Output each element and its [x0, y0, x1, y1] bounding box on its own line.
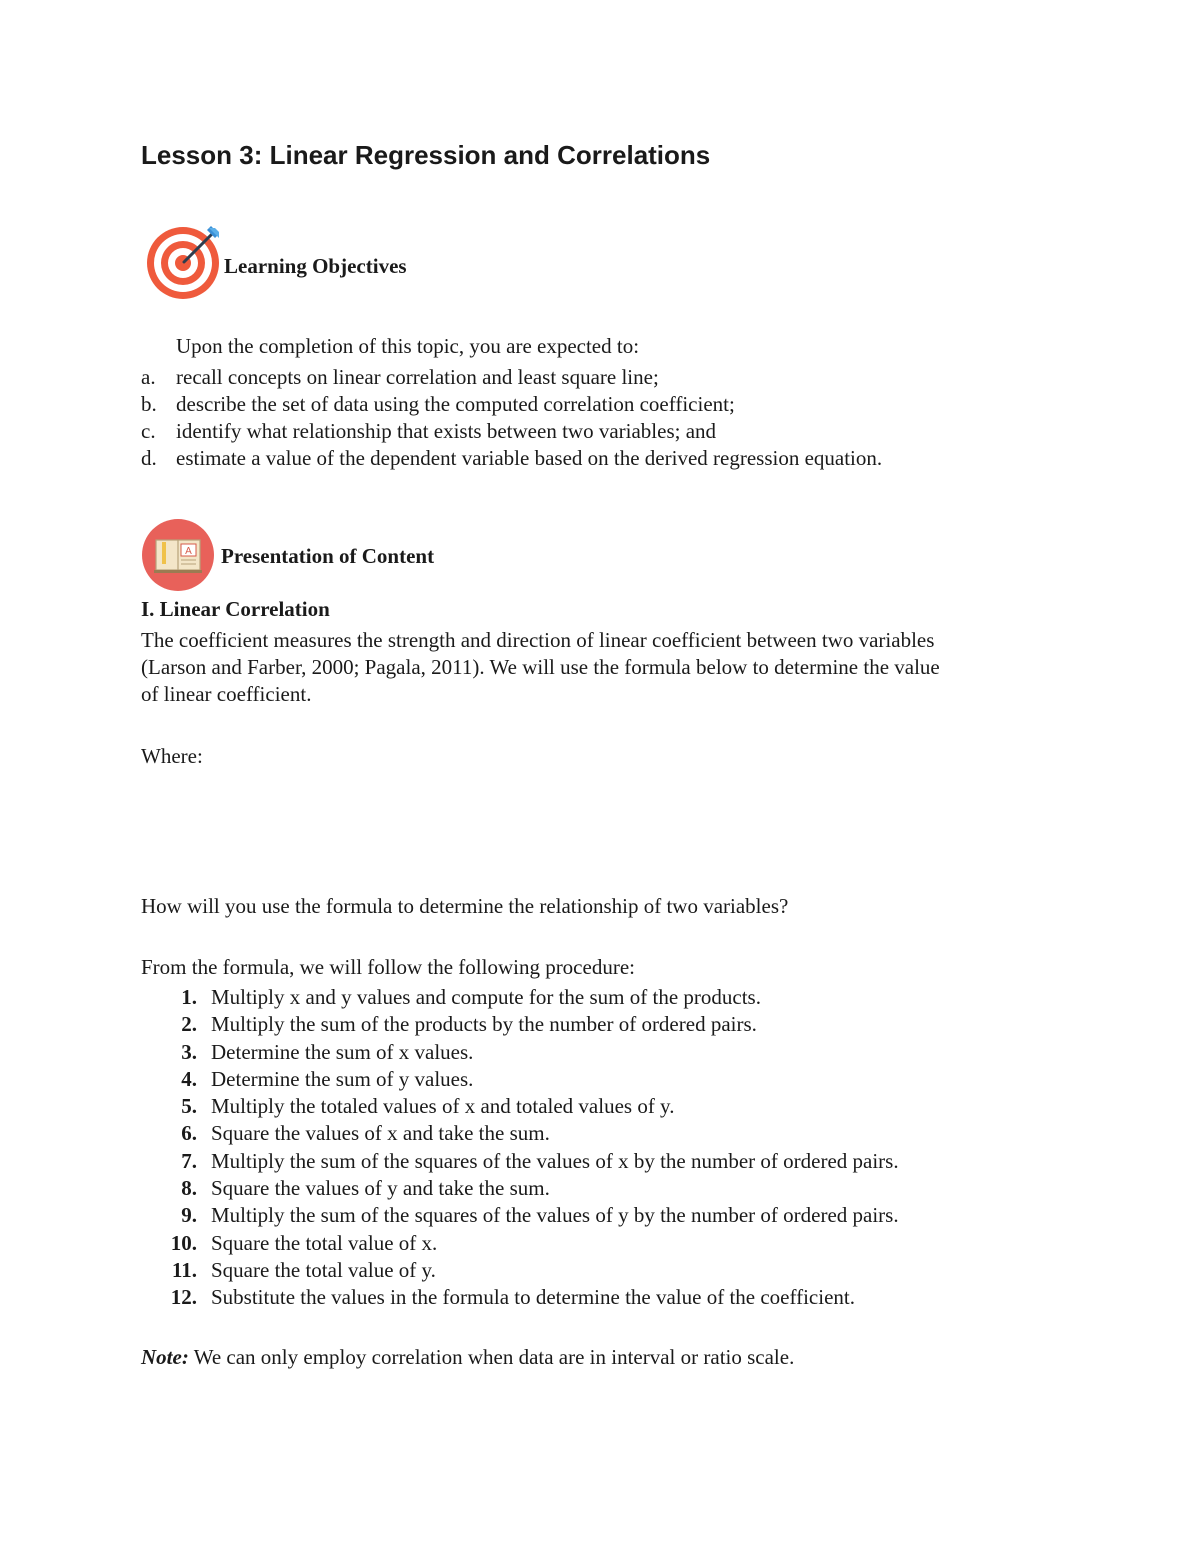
step-text: Square the total value of y. [211, 1257, 436, 1282]
step-number: 5. [181, 1094, 197, 1119]
objective-marker: b. [141, 392, 157, 416]
step-text: Multiply the sum of the products by the number of ordered pairs. [211, 1012, 757, 1037]
step-text: Square the values of y and take the sum. [211, 1176, 550, 1201]
objective-text: describe the set of data using the computed correlation coefficient; [176, 392, 735, 416]
step-text: Substitute the values in the formula to determine the value of the coefficient. [211, 1285, 855, 1310]
step-number: 10. [170, 1230, 197, 1255]
subsection-heading: I. Linear Correlation [141, 597, 330, 621]
step-text: Determine the sum of x values. [211, 1039, 474, 1064]
svg-text:A: A [185, 546, 192, 557]
step-text: Determine the sum of y values. [211, 1066, 474, 1091]
paragraph-line: (Larson and Farber, 2000; Pagala, 2011). We will use the formula below to determine the value [141, 655, 940, 679]
learning-objectives-heading: Learning Objectives [224, 254, 407, 278]
intro-paragraph [141, 627, 1061, 708]
paragraph-line: The coefficient measures the strength and direction of linear coefficient between two variables [141, 628, 935, 652]
step-text: Multiply the totaled values of x and totaled values of y. [211, 1094, 675, 1119]
note-text: We can only employ correlation when data are in interval or ratio scale. [188, 1345, 795, 1369]
objective-text: recall concepts on linear correlation and least square line; [176, 365, 659, 389]
objective-marker: a. [141, 365, 156, 389]
procedure-intro: From the formula, we will follow the following procedure: [141, 955, 635, 979]
question-text: How will you use the formula to determine the relationship of two variables? [141, 894, 789, 918]
step-text: Square the total value of x. [211, 1230, 438, 1255]
step-number: 6. [181, 1121, 197, 1146]
note-label: Note: [141, 1345, 189, 1369]
page-title: Lesson 3: Linear Regression and Correlations [141, 140, 711, 170]
presentation-heading: Presentation of Content [221, 544, 435, 568]
step-text: Multiply the sum of the squares of the values of x by the number of ordered pairs. [211, 1148, 899, 1173]
step-number: 4. [181, 1066, 197, 1091]
step-number: 1. [181, 985, 197, 1009]
step-number: 8. [181, 1176, 197, 1201]
where-label: Where: [141, 744, 203, 768]
objective-marker: c. [141, 419, 156, 443]
note [141, 1345, 794, 1370]
paragraph-line: of linear coefficient. [141, 682, 312, 706]
step-number: 2. [181, 1012, 197, 1037]
book-icon [140, 518, 218, 594]
step-number: 11. [171, 1257, 197, 1282]
step-number: 7. [181, 1148, 197, 1173]
objectives-intro: Upon the completion of this topic, you are expected to: [176, 334, 640, 358]
step-number: 3. [181, 1039, 197, 1064]
step-text: Square the values of x and take the sum. [211, 1121, 550, 1146]
step-number: 12. [170, 1285, 197, 1310]
objective-text: identify what relationship that exists between two variables; and [176, 419, 717, 443]
objective-text: estimate a value of the dependent variable based on the derived regression equation. [176, 446, 883, 470]
step-text: Multiply the sum of the squares of the values of y by the number of ordered pairs. [211, 1203, 899, 1228]
step-number: 9. [181, 1203, 197, 1228]
step-text: Multiply x and y values and compute for the sum of the products. [211, 985, 761, 1009]
target-icon [145, 222, 225, 302]
objective-marker: d. [141, 446, 157, 470]
